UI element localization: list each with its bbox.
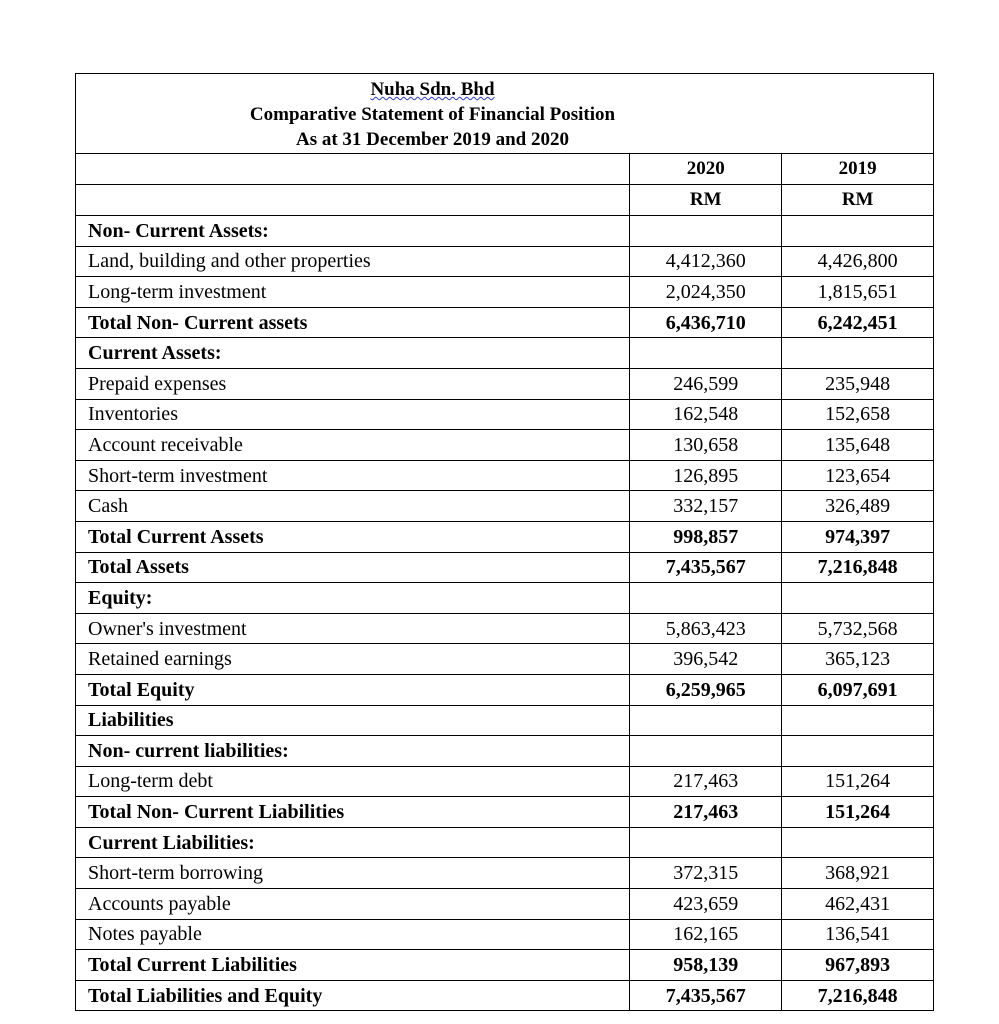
table-row	[76, 338, 933, 369]
row-label: Total Assets	[76, 552, 630, 583]
year-2020-header: 2020	[630, 154, 782, 185]
value-2019: 1,815,651	[782, 277, 933, 308]
row-label: Notes payable	[76, 919, 630, 950]
value-2019: 135,648	[782, 430, 933, 461]
value-2020: 162,548	[630, 399, 782, 430]
table-row	[76, 368, 933, 399]
table-row	[76, 766, 933, 797]
row-label: Prepaid expenses	[76, 368, 630, 399]
value-2020: 998,857	[630, 521, 782, 552]
value-2019	[782, 583, 933, 614]
value-2019: 368,921	[782, 858, 933, 889]
table-row	[76, 491, 933, 522]
table-row	[76, 705, 933, 736]
value-2019: 365,123	[782, 644, 933, 675]
value-2020: 6,436,710	[630, 307, 782, 338]
table-row	[76, 277, 933, 308]
table-row	[76, 399, 933, 430]
row-label: Owner's investment	[76, 613, 630, 644]
statement-title: Comparative Statement of Financial Position	[249, 104, 616, 125]
header-label-cell	[76, 154, 630, 185]
table-row	[76, 950, 933, 981]
value-2019: 151,264	[782, 797, 933, 828]
table-row	[76, 644, 933, 675]
value-2019: 974,397	[782, 521, 933, 552]
value-2019: 151,264	[782, 766, 933, 797]
row-label: Short-term investment	[76, 460, 630, 491]
unit-2019-header: RM	[782, 185, 933, 216]
value-2019: 6,242,451	[782, 307, 933, 338]
value-2019: 235,948	[782, 368, 933, 399]
company-name-line	[4, 77, 861, 102]
row-label: Accounts payable	[76, 889, 630, 920]
value-2020: 130,658	[630, 430, 782, 461]
table-row	[76, 674, 933, 705]
company-name: Nuha Sdn. Bhd	[370, 79, 495, 100]
value-2019: 7,216,848	[782, 552, 933, 583]
row-label: Account receivable	[76, 430, 630, 461]
section-heading: Non- current liabilities:	[76, 736, 630, 767]
value-2020	[630, 583, 782, 614]
table-row	[76, 797, 933, 828]
value-2020: 217,463	[630, 766, 782, 797]
value-2020: 5,863,423	[630, 613, 782, 644]
financial-statement	[75, 73, 934, 1011]
value-2019: 123,654	[782, 460, 933, 491]
value-2019: 326,489	[782, 491, 933, 522]
value-2020	[630, 736, 782, 767]
statement-header	[76, 74, 933, 154]
table-row	[76, 980, 933, 1010]
table-row	[76, 889, 933, 920]
table-row	[76, 246, 933, 277]
value-2019	[782, 705, 933, 736]
unit-2020-header: RM	[630, 185, 782, 216]
value-2020	[630, 338, 782, 369]
table-row	[76, 430, 933, 461]
value-2020: 246,599	[630, 368, 782, 399]
unit-header-row	[76, 185, 933, 216]
row-label: Total Liabilities and Equity	[76, 980, 630, 1010]
table-row	[76, 583, 933, 614]
table-row	[76, 521, 933, 552]
row-label: Long-term investment	[76, 277, 630, 308]
value-2019	[782, 827, 933, 858]
row-label: Total Non- Current Liabilities	[76, 797, 630, 828]
value-2019	[782, 216, 933, 247]
value-2020: 958,139	[630, 950, 782, 981]
row-label: Total Equity	[76, 674, 630, 705]
value-2020: 7,435,567	[630, 552, 782, 583]
unit-label-cell	[76, 185, 630, 216]
table-row	[76, 460, 933, 491]
value-2019: 5,732,568	[782, 613, 933, 644]
value-2020	[630, 827, 782, 858]
section-heading: Current Liabilities:	[76, 827, 630, 858]
row-label: Total Current Assets	[76, 521, 630, 552]
value-2020: 2,024,350	[630, 277, 782, 308]
statement-date: As at 31 December 2019 and 2020	[295, 129, 569, 150]
row-label: Cash	[76, 491, 630, 522]
value-2019: 6,097,691	[782, 674, 933, 705]
value-2019: 4,426,800	[782, 246, 933, 277]
table-row	[76, 736, 933, 767]
value-2020: 217,463	[630, 797, 782, 828]
section-heading: Equity:	[76, 583, 630, 614]
value-2020: 162,165	[630, 919, 782, 950]
row-label: Long-term debt	[76, 766, 630, 797]
value-2019: 152,658	[782, 399, 933, 430]
value-2019	[782, 338, 933, 369]
financial-table	[76, 154, 933, 1010]
value-2019: 136,541	[782, 919, 933, 950]
value-2020	[630, 216, 782, 247]
table-row	[76, 827, 933, 858]
value-2020: 332,157	[630, 491, 782, 522]
value-2019: 7,216,848	[782, 980, 933, 1010]
table-row	[76, 552, 933, 583]
value-2019: 462,431	[782, 889, 933, 920]
value-2020: 126,895	[630, 460, 782, 491]
row-label: Total Current Liabilities	[76, 950, 630, 981]
value-2020: 372,315	[630, 858, 782, 889]
section-heading: Current Assets:	[76, 338, 630, 369]
table-row	[76, 919, 933, 950]
section-heading: Liabilities	[76, 705, 630, 736]
value-2019: 967,893	[782, 950, 933, 981]
table-row	[76, 858, 933, 889]
value-2020: 396,542	[630, 644, 782, 675]
value-2020: 4,412,360	[630, 246, 782, 277]
row-label: Total Non- Current assets	[76, 307, 630, 338]
table-row	[76, 216, 933, 247]
year-2019-header: 2019	[782, 154, 933, 185]
value-2020	[630, 705, 782, 736]
row-label: Inventories	[76, 399, 630, 430]
row-label: Short-term borrowing	[76, 858, 630, 889]
value-2020: 6,259,965	[630, 674, 782, 705]
table-row	[76, 307, 933, 338]
value-2019	[782, 736, 933, 767]
table-row	[76, 613, 933, 644]
year-header-row	[76, 154, 933, 185]
row-label: Retained earnings	[76, 644, 630, 675]
row-label: Land, building and other properties	[76, 246, 630, 277]
value-2020: 7,435,567	[630, 980, 782, 1010]
value-2020: 423,659	[630, 889, 782, 920]
section-heading: Non- Current Assets:	[76, 216, 630, 247]
